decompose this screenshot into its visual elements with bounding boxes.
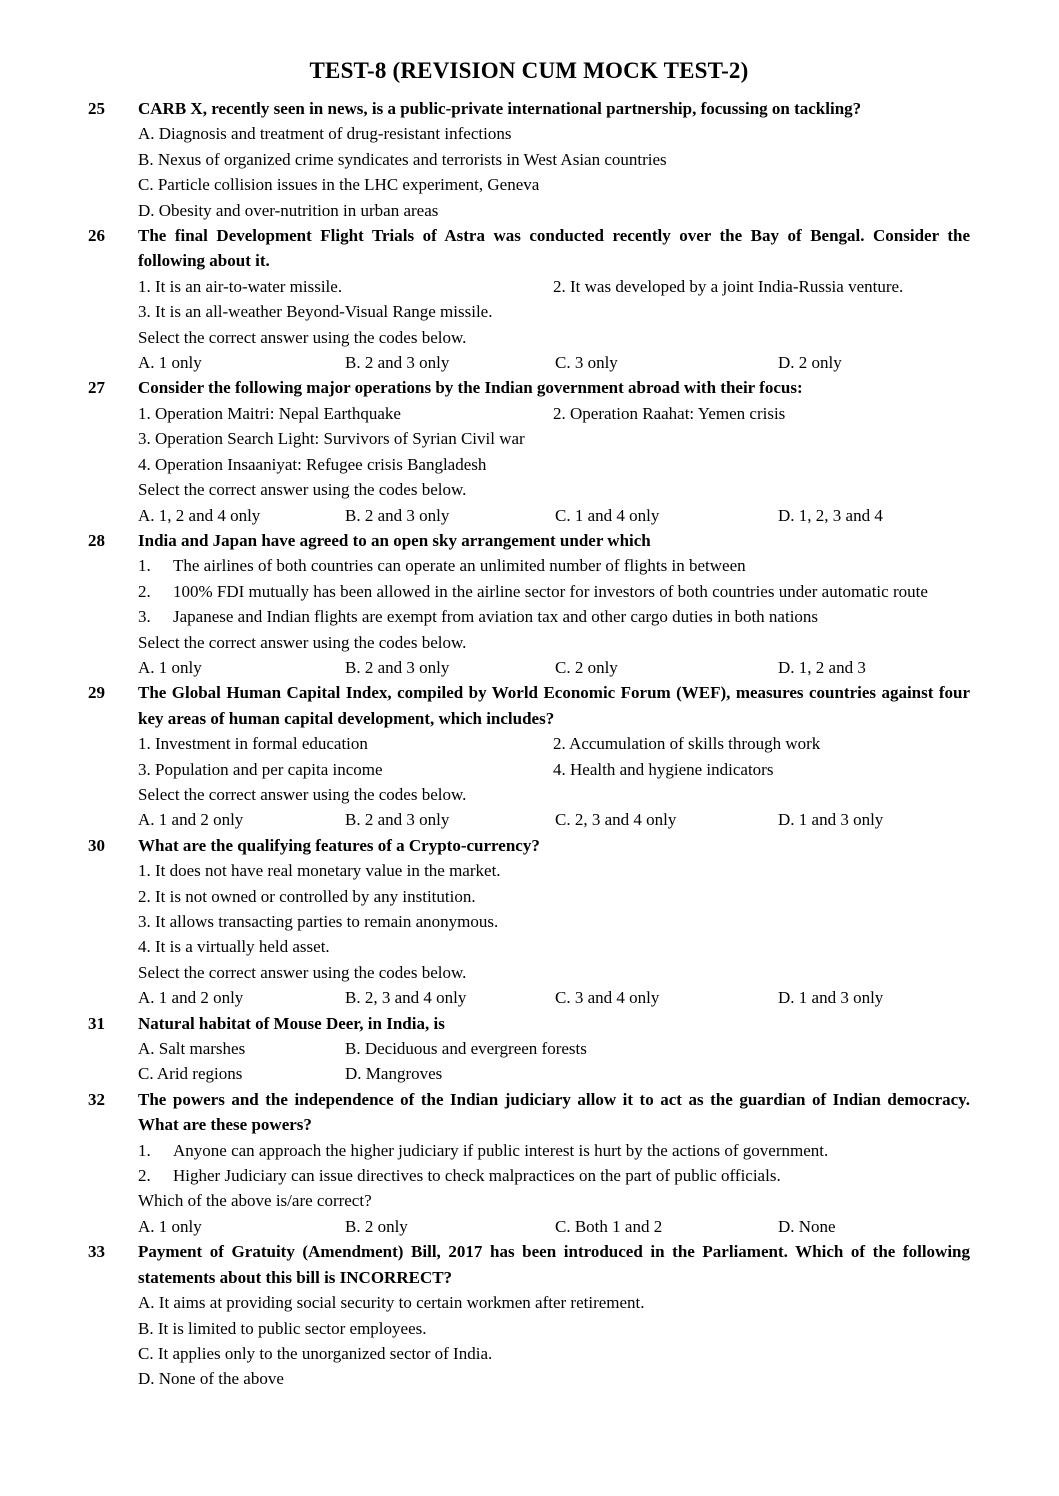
question-33 <box>88 1239 970 1391</box>
statement-row <box>138 731 970 756</box>
item-marker: 1. <box>138 1140 151 1160</box>
statement-row <box>138 198 970 223</box>
statement-text: Select the correct answer using the codes below. <box>138 480 467 500</box>
question-28 <box>88 528 970 680</box>
question-stem: Payment of Gratuity (Amendment) Bill, 2017 has been introduced in the Parliament. Which of the following statements about this bill is INCORRECT? <box>138 1242 970 1287</box>
statement-row <box>138 909 970 934</box>
question-stem: The Global Human Capital Index, compiled by World Economic Forum (WEF), measures countries against four key areas of human capital development, which includes? <box>138 683 970 728</box>
statement-row <box>138 960 970 985</box>
question-body <box>138 1011 970 1087</box>
question-number: 32 <box>88 1089 105 1109</box>
question-stem: Natural habitat of Mouse Deer, in India, is <box>138 1013 445 1033</box>
statement-row <box>138 579 970 604</box>
option-text: B. 2 and 3 only <box>345 505 450 525</box>
statement-text: 4. Health and hygiene indicators <box>553 759 774 779</box>
question-27 <box>88 375 970 527</box>
statement-text: The airlines of both countries can operate an unlimited number of flights in between <box>173 556 746 576</box>
question-body <box>138 1239 970 1391</box>
statement-row <box>138 782 970 807</box>
statement-text: B. Nexus of organized crime syndicates and terrorists in West Asian countries <box>138 149 667 169</box>
statement-row <box>138 884 970 909</box>
option-text: A. Salt marshes <box>138 1039 246 1059</box>
question-stem: CARB X, recently seen in news, is a public-private international partnership, focussing on tackling? <box>138 99 862 118</box>
option-text: C. 3 only <box>555 353 618 373</box>
statement-text: Select the correct answer using the codes below. <box>138 784 467 804</box>
option-text: D. 1 and 3 only <box>778 988 884 1008</box>
statement-row <box>138 1290 970 1315</box>
question-30 <box>88 833 970 1011</box>
statement-text: 3. It is an all-weather Beyond-Visual Range missile. <box>138 302 493 322</box>
option-text: A. 1 only <box>138 353 202 373</box>
statement-text: 3. It allows transacting parties to remain anonymous. <box>138 912 499 931</box>
question-number: 28 <box>88 530 105 550</box>
options-row <box>138 1036 970 1061</box>
page-title: TEST-8 (REVISION CUM MOCK TEST-2) <box>309 58 749 83</box>
statement-row <box>138 1366 970 1391</box>
option-text: B. 2 and 3 only <box>345 353 450 373</box>
option-text: B. 2 and 3 only <box>345 810 450 830</box>
question-stem: Consider the following major operations by the Indian government abroad with their focus: <box>138 378 803 398</box>
statement-text: A. Diagnosis and treatment of drug-resistant infections <box>138 124 512 144</box>
statement-text: B. It is limited to public sector employees. <box>138 1318 427 1338</box>
question-body <box>138 96 970 223</box>
options-row <box>138 350 970 375</box>
question-number: 30 <box>88 835 105 855</box>
statement-text: Anyone can approach the higher judiciary if public interest is hurt by the actions of government. <box>173 1140 829 1160</box>
statement-text: Select the correct answer using the codes below. <box>138 962 467 982</box>
statement-row <box>138 630 970 655</box>
statement-text: 100% FDI mutually has been allowed in the airline sector for investors of both countries under automatic route <box>173 581 928 601</box>
question-number: 27 <box>88 378 105 398</box>
statement-row <box>138 858 970 883</box>
statement-row <box>138 426 970 451</box>
question-body <box>138 680 970 832</box>
statement-text: Which of the above is/are correct? <box>138 1191 372 1211</box>
question-31 <box>88 1011 970 1087</box>
option-text: D. 2 only <box>778 353 842 373</box>
statement-text: 2. Accumulation of skills through work <box>553 734 821 754</box>
statement-row <box>138 604 970 629</box>
question-number: 25 <box>88 99 105 118</box>
option-text: D. 1, 2, 3 and 4 <box>778 505 883 525</box>
option-text: C. 1 and 4 only <box>555 505 660 525</box>
options-row <box>138 503 970 528</box>
question-body <box>138 375 970 527</box>
statement-text: 2. It is not owned or controlled by any institution. <box>138 886 476 906</box>
question-body <box>138 833 970 1011</box>
statement-row <box>138 553 970 578</box>
option-text: D. 1, 2 and 3 <box>778 657 866 677</box>
item-marker: 3. <box>138 607 151 627</box>
question-number: 33 <box>88 1242 105 1262</box>
statement-text: C. It applies only to the unorganized sector of India. <box>138 1343 493 1363</box>
option-text: C. 3 and 4 only <box>555 988 660 1008</box>
option-text: C. 2, 3 and 4 only <box>555 810 677 830</box>
statement-text: 4. It is a virtually held asset. <box>138 937 330 957</box>
statement-text: 3. Population and per capita income <box>138 759 383 779</box>
option-text: C. 2 only <box>555 657 618 677</box>
options-row <box>138 655 970 680</box>
option-text: B. 2 only <box>345 1216 408 1236</box>
option-text: D. 1 and 3 only <box>778 810 884 830</box>
statement-text: Higher Judiciary can issue directives to check malpractices on the part of public officials. <box>173 1166 781 1186</box>
statement-row <box>138 1316 970 1341</box>
statement-row <box>138 147 970 172</box>
options-row <box>138 985 970 1010</box>
statement-row <box>138 299 970 324</box>
statement-text: Select the correct answer using the codes below. <box>138 632 467 652</box>
option-text: B. 2, 3 and 4 only <box>345 988 467 1008</box>
statement-text: 1. It is an air-to-water missile. <box>138 276 343 296</box>
question-stem: What are the qualifying features of a Crypto-currency? <box>138 835 540 855</box>
statement-text: 2. It was developed by a joint India-Russia venture. <box>553 276 904 296</box>
statement-row <box>138 172 970 197</box>
item-marker: 2. <box>138 581 151 601</box>
question-list <box>88 96 970 1392</box>
statement-text: 1. It does not have real monetary value in the market. <box>138 861 501 881</box>
statement-text: D. Obesity and over-nutrition in urban areas <box>138 200 439 220</box>
option-text: A. 1 only <box>138 657 202 677</box>
statement-text: 2. Operation Raahat: Yemen crisis <box>553 403 786 423</box>
option-text: A. 1 and 2 only <box>138 988 244 1008</box>
statement-row <box>138 934 970 959</box>
question-number: 26 <box>88 226 105 246</box>
option-text: C. Arid regions <box>138 1064 243 1084</box>
question-25 <box>88 96 970 223</box>
options-row <box>138 807 970 832</box>
statement-row <box>138 1188 970 1213</box>
statement-row <box>138 1341 970 1366</box>
question-body <box>138 1087 970 1239</box>
statement-text: 1. Investment in formal education <box>138 734 368 754</box>
statement-text: 4. Operation Insaaniyat: Refugee crisis Bangladesh <box>138 454 487 474</box>
item-marker: 1. <box>138 556 151 576</box>
option-text: A. 1, 2 and 4 only <box>138 505 261 525</box>
statement-row <box>138 1163 970 1188</box>
statement-row <box>138 325 970 350</box>
statement-text: Select the correct answer using the codes below. <box>138 327 467 347</box>
option-text: D. None <box>778 1216 836 1236</box>
statement-row <box>138 1138 970 1163</box>
options-row <box>138 1214 970 1239</box>
statement-row <box>138 452 970 477</box>
question-body <box>138 528 970 680</box>
statement-row <box>138 477 970 502</box>
statement-text: 1. Operation Maitri: Nepal Earthquake <box>138 403 401 423</box>
statement-text: A. It aims at providing social security to certain workmen after retirement. <box>138 1293 645 1313</box>
question-26 <box>88 223 970 375</box>
option-text: A. 1 only <box>138 1216 202 1236</box>
options-row <box>138 1061 970 1086</box>
question-stem: The powers and the independence of the Indian judiciary allow it to act as the guardian of Indian democracy. What are these powers? <box>138 1089 970 1135</box>
question-number: 31 <box>88 1013 105 1033</box>
question-stem: The final Development Flight Trials of Astra was conducted recently over the Bay of Bengal. Consider the following about it. <box>138 226 970 271</box>
question-32 <box>88 1087 970 1239</box>
option-text: A. 1 and 2 only <box>138 810 244 830</box>
statement-text: Japanese and Indian flights are exempt from aviation tax and other cargo duties in both nations <box>173 607 819 627</box>
option-text: D. Mangroves <box>345 1064 443 1084</box>
statement-text: 3. Operation Search Light: Survivors of Syrian Civil war <box>138 429 525 449</box>
statement-text: D. None of the above <box>138 1369 284 1389</box>
statement-row <box>138 121 970 146</box>
statement-row <box>138 274 970 299</box>
question-stem: India and Japan have agreed to an open sky arrangement under which <box>138 530 651 550</box>
item-marker: 2. <box>138 1166 151 1186</box>
statement-row <box>138 401 970 426</box>
option-text: B. Deciduous and evergreen forests <box>345 1039 587 1059</box>
option-text: C. Both 1 and 2 <box>555 1216 663 1236</box>
question-29 <box>88 680 970 832</box>
question-body <box>138 223 970 375</box>
statement-text: C. Particle collision issues in the LHC experiment, Geneva <box>138 175 540 195</box>
option-text: B. 2 and 3 only <box>345 657 450 677</box>
question-number: 29 <box>88 683 105 703</box>
statement-row <box>138 757 970 782</box>
